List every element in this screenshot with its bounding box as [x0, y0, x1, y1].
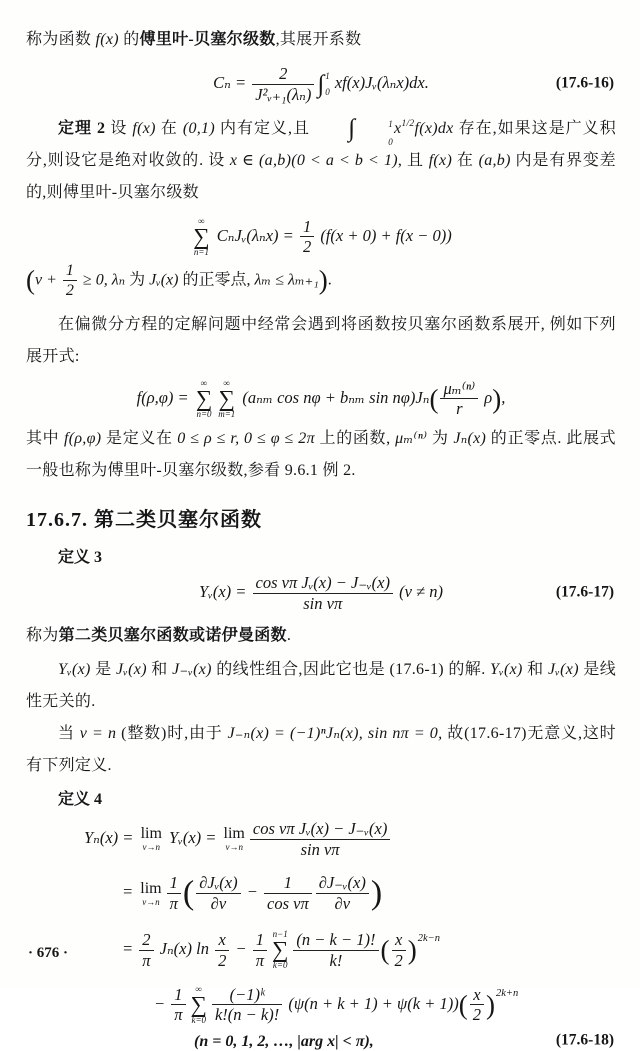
text-run: 内是有界变差的,则傅里叶-贝塞尔级数 — [26, 151, 616, 201]
text-run: 和 — [146, 660, 173, 678]
fraction-numerator: 1 — [302, 216, 312, 236]
math-run: Yₙ(x) = — [84, 827, 138, 847]
fraction-denominator: r — [440, 398, 478, 419]
fraction-denominator: π — [171, 1004, 185, 1025]
fraction — [167, 873, 181, 914]
text-run: , 且 — [397, 151, 429, 169]
fraction-denominator: ∂ν — [196, 893, 240, 914]
integral-sign — [317, 71, 329, 98]
fraction-numerator: 1 — [255, 929, 264, 949]
fraction — [171, 985, 185, 1026]
sum-lower-limit: n=0 — [196, 408, 212, 419]
lim-subscript: ν→n — [142, 841, 160, 852]
fraction-denominator: π — [253, 950, 267, 971]
left-paren-icon: ( — [182, 874, 195, 912]
fraction-numerator: 1 — [65, 262, 74, 280]
fraction-numerator: ∂Jᵥ(x) — [199, 873, 238, 893]
fraction — [63, 261, 77, 300]
integral-upper-limit: 1 — [388, 119, 394, 130]
text-run: 的 — [118, 31, 140, 48]
math-run: (aₙₘ cos nφ + bₙₘ sin nφ)Jₙ — [238, 387, 430, 407]
math-run: , — [501, 387, 506, 407]
theorem-2-label: 定理 2 — [58, 119, 106, 137]
fraction — [253, 930, 267, 971]
limit-operator — [140, 880, 161, 907]
condition-17-6-18 — [26, 1031, 616, 1051]
math-run: Yᵥ(x) = — [199, 582, 251, 602]
limit-operator — [141, 825, 162, 852]
equation-number: (17.6-18) — [555, 1031, 614, 1049]
fraction — [139, 930, 153, 971]
math-run: = — [122, 882, 138, 902]
fraction-numerator: 2 — [142, 929, 151, 949]
math-run: Jₙ(x) — [453, 430, 487, 448]
integral-glyph: ∫ — [348, 115, 356, 143]
text-run: 称为函数 — [26, 31, 96, 48]
equation-number: (17.6-16) — [555, 75, 614, 92]
math-run: f(x) — [132, 119, 156, 137]
sum-upper-limit: ∞ — [198, 215, 205, 226]
section-heading: 17.6.7. 第二类贝塞尔函数 — [26, 509, 262, 532]
fraction-denominator: 2 — [215, 950, 229, 971]
fraction-numerator: ∂J₋ᵥ(x) — [318, 873, 366, 893]
definition-4-label: 定义 4 — [58, 790, 103, 808]
term-neumann-function: 第二类贝塞尔函数或诺伊曼函数 — [58, 626, 287, 644]
math-run: f(ρ,φ) — [63, 430, 102, 448]
text-run: 存在,如果这是广义积分,则设它是绝对收敛的. 设 — [26, 119, 616, 169]
lim-subscript: ν→n — [142, 896, 160, 907]
math-run: Yᵥ(x) — [58, 660, 91, 678]
integral-limits — [356, 115, 394, 148]
math-run: f(ρ,φ) = — [136, 387, 193, 407]
series-equation — [26, 217, 616, 258]
text-run: 是 — [90, 660, 116, 678]
equation-number: (17.6-17) — [555, 584, 614, 602]
fraction-numerator: 1 — [174, 984, 183, 1004]
sum-lower-limit: k=0 — [191, 1014, 207, 1025]
math-run: = — [122, 939, 138, 959]
text-run: 和 — [522, 660, 548, 678]
math-run: f(x) — [428, 151, 453, 169]
math-run: (0,1) — [182, 119, 215, 137]
fraction-denominator: k! — [293, 950, 378, 971]
paragraph-intro — [26, 24, 616, 56]
summation — [218, 379, 235, 419]
text-run: 在 — [155, 119, 183, 137]
right-paren-icon: ) — [492, 383, 502, 414]
fraction-denominator: sin νπ — [253, 593, 393, 614]
math-run: (a,b) — [478, 151, 511, 169]
page-number: · 676 · — [28, 945, 69, 961]
fraction-numerator: x — [473, 984, 481, 1004]
exponent: 2k−n — [417, 933, 440, 945]
math-run: (ψ(n + k + 1) + ψ(k + 1)) — [284, 993, 459, 1013]
derivation-line-1 — [26, 819, 616, 860]
fraction-numerator: μₘ⁽ⁿ⁾ — [443, 378, 476, 398]
exponent: 1/2 — [401, 118, 415, 129]
sigma-icon: ∑ — [190, 991, 207, 1017]
math-run: f(x)dx — [414, 119, 454, 137]
math-run: Yᵥ(x) = — [164, 827, 221, 847]
fraction — [293, 930, 378, 971]
math-run: − — [154, 993, 170, 1013]
summation — [196, 379, 212, 419]
math-run: f(x) — [95, 31, 119, 48]
fraction — [250, 819, 390, 860]
left-paren-icon: ( — [429, 383, 439, 414]
equation-17-6-17 — [26, 573, 616, 614]
math-run: x — [394, 119, 402, 137]
text-run: 的线性组合,因此它也是 (17.6-1) 的解. — [211, 660, 490, 678]
math-run: 0 ≤ ρ ≤ r, 0 ≤ φ ≤ 2π — [177, 430, 315, 448]
fraction-numerator: 1 — [283, 873, 292, 893]
text-run: 的正零点, — [182, 271, 251, 289]
fraction — [316, 873, 369, 914]
math-run: Yᵥ(x) — [490, 660, 523, 678]
fraction — [392, 930, 406, 971]
right-paren-icon: ) — [370, 874, 383, 912]
condition-line — [26, 261, 616, 300]
sum-upper-limit: ∞ — [195, 983, 202, 994]
math-run: CₙJᵥ(λₙx) = — [212, 225, 298, 245]
definition-3-label: 定义 3 — [58, 549, 103, 567]
sigma-icon: ∑ — [195, 385, 213, 411]
text-run: . — [286, 626, 292, 644]
lim-word: lim — [140, 825, 162, 843]
explanation-paragraph — [26, 423, 616, 487]
math-run: Jᵥ(x) — [115, 660, 147, 678]
sigma-icon: ∑ — [193, 223, 210, 249]
theorem-2-paragraph — [26, 113, 616, 209]
math-run: x ∈ (a,b)(0 < a < b < 1) — [229, 151, 398, 169]
text-run: 设 — [105, 119, 133, 137]
math-run: ν = n — [79, 724, 117, 742]
text-run: 为 — [129, 271, 146, 289]
fraction — [215, 930, 229, 971]
fraction-numerator: x — [394, 929, 403, 949]
math-run: (n = 0, 1, 2, …, |arg x| < π), — [194, 1033, 374, 1051]
fraction-numerator: (n − k − 1)! — [296, 929, 376, 949]
integral-sign — [316, 115, 394, 148]
math-run: Cₙ = — [213, 73, 251, 93]
text-run: 称为 — [26, 626, 59, 644]
fraction-numerator: 1 — [169, 873, 178, 893]
expansion-equation — [26, 379, 616, 420]
math-run: J₋ᵥ(x) — [172, 660, 212, 678]
text-run: 内有定义,且 — [214, 119, 316, 137]
math-run: λₘ ≤ λₘ₊₁ — [250, 271, 319, 289]
math-run: Jᵥ(x) — [547, 660, 579, 678]
text-run: 的正零点. 此展式一般也称为傅里叶-贝塞尔级数,参看 9.6.1 例 2. — [26, 430, 616, 480]
right-paren-icon: ) — [486, 989, 495, 1020]
equation-17-6-16 — [26, 64, 616, 105]
integral-glyph: ∫ — [317, 70, 325, 98]
math-run: − — [242, 882, 263, 902]
math-run: Jᵥ(x) — [145, 271, 183, 289]
fraction — [212, 985, 282, 1026]
summation — [193, 217, 209, 257]
text-run: 是线性无关的. — [26, 660, 617, 710]
limit-operator — [224, 825, 245, 852]
right-paren-icon: ) — [407, 934, 417, 965]
left-paren-icon: ( — [26, 265, 35, 296]
sum-upper-limit: ∞ — [200, 377, 208, 388]
fraction — [253, 573, 393, 614]
fraction-numerator: x — [218, 929, 226, 949]
math-run: Jₙ(x) ln — [155, 939, 214, 959]
math-run: ≥ 0, λₙ — [78, 271, 130, 289]
neumann-paragraph — [26, 620, 616, 652]
fraction — [440, 379, 478, 420]
text-run: 上的函数, — [314, 430, 396, 448]
text-run: 是定义在 — [101, 430, 178, 448]
text-run: (整数)时,由于 — [116, 724, 228, 742]
fraction-denominator: 2 — [63, 280, 77, 300]
left-paren-icon: ( — [458, 989, 468, 1020]
linear-combination-paragraph — [26, 654, 616, 718]
fraction-denominator: π — [139, 950, 153, 971]
math-run: ν + — [35, 271, 61, 289]
math-run: J₋ₙ(x) = (−1)ⁿJₙ(x), sin nπ = 0, — [227, 724, 443, 742]
text-run: 在偏微分方程的定解问题中经常会遇到将函数按贝塞尔函数系展开, 例如下列展开式: — [26, 315, 616, 365]
derivation-line-3 — [26, 930, 616, 971]
right-paren-icon: ) — [318, 265, 328, 296]
fraction-denominator: J²ᵥ₊₁(λₙ) — [252, 84, 314, 105]
fraction — [196, 873, 240, 914]
sum-lower-limit: n=1 — [193, 246, 209, 257]
integral-lower-limit: 0 — [388, 137, 394, 148]
sum-upper-limit: n−1 — [272, 929, 288, 940]
derivation-line-2 — [26, 873, 616, 914]
fraction — [470, 985, 484, 1026]
math-run: xf(x)Jᵥ(λₙx)dx. — [330, 73, 429, 93]
fraction-denominator: cos νπ — [264, 893, 312, 914]
lim-word: lim — [223, 825, 245, 843]
sum-upper-limit: ∞ — [223, 377, 230, 388]
summation — [272, 930, 288, 970]
math-run: (ν ≠ n) — [394, 582, 443, 602]
fraction-denominator: π — [167, 893, 181, 914]
integer-case-paragraph — [26, 718, 616, 782]
fraction-denominator: 2 — [300, 236, 314, 257]
text-run: 故(17.6-17)无意义,这时有下列定义. — [26, 724, 616, 774]
text-run: 为 — [427, 430, 454, 448]
math-run: (f(x + 0) + f(x − 0)) — [316, 225, 452, 245]
fraction — [252, 64, 314, 105]
math-run: μₘ⁽ⁿ⁾ — [395, 430, 428, 448]
fraction-denominator: k!(n − k)! — [212, 1004, 282, 1025]
math-run: ρ — [480, 387, 493, 407]
math-run: − — [231, 939, 251, 959]
fraction-numerator: cos νπ Jᵥ(x) − J₋ᵥ(x) — [252, 818, 388, 838]
text-run: . — [327, 271, 332, 289]
fraction-numerator: cos νπ Jᵥ(x) − J₋ᵥ(x) — [255, 573, 390, 593]
text-run: ,其展开系数 — [275, 31, 362, 48]
fraction-denominator: 2 — [392, 950, 406, 971]
text-run: 当 — [58, 724, 80, 742]
fraction-denominator: 2 — [470, 1004, 484, 1025]
integral-lower-limit: 0 — [325, 87, 330, 97]
lim-subscript: ν→n — [225, 841, 243, 852]
integral-limits — [325, 71, 330, 98]
derivation-line-4 — [26, 985, 616, 1026]
sigma-icon: ∑ — [218, 385, 235, 411]
fraction — [264, 873, 312, 914]
left-paren-icon: ( — [380, 934, 390, 965]
exponent: 2k+n — [496, 987, 519, 999]
fraction-numerator: 2 — [279, 64, 288, 83]
fraction — [300, 217, 314, 258]
text-run: 在 — [452, 151, 479, 169]
sigma-icon: ∑ — [272, 937, 289, 963]
summation — [191, 985, 207, 1025]
fraction-denominator: ∂ν — [316, 893, 369, 914]
sum-lower-limit: k=0 — [272, 960, 288, 971]
fraction-denominator: sin νπ — [250, 839, 390, 860]
pde-paragraph — [26, 309, 616, 373]
sum-lower-limit: m=1 — [218, 408, 236, 419]
fraction-numerator: (−1)ᵏ — [229, 984, 265, 1004]
lim-word: lim — [140, 879, 162, 897]
text-run: 其中 — [26, 430, 64, 448]
integral-upper-limit: 1 — [325, 70, 330, 81]
term-fourier-bessel-series: 傅里叶-贝塞尔级数 — [139, 31, 276, 48]
